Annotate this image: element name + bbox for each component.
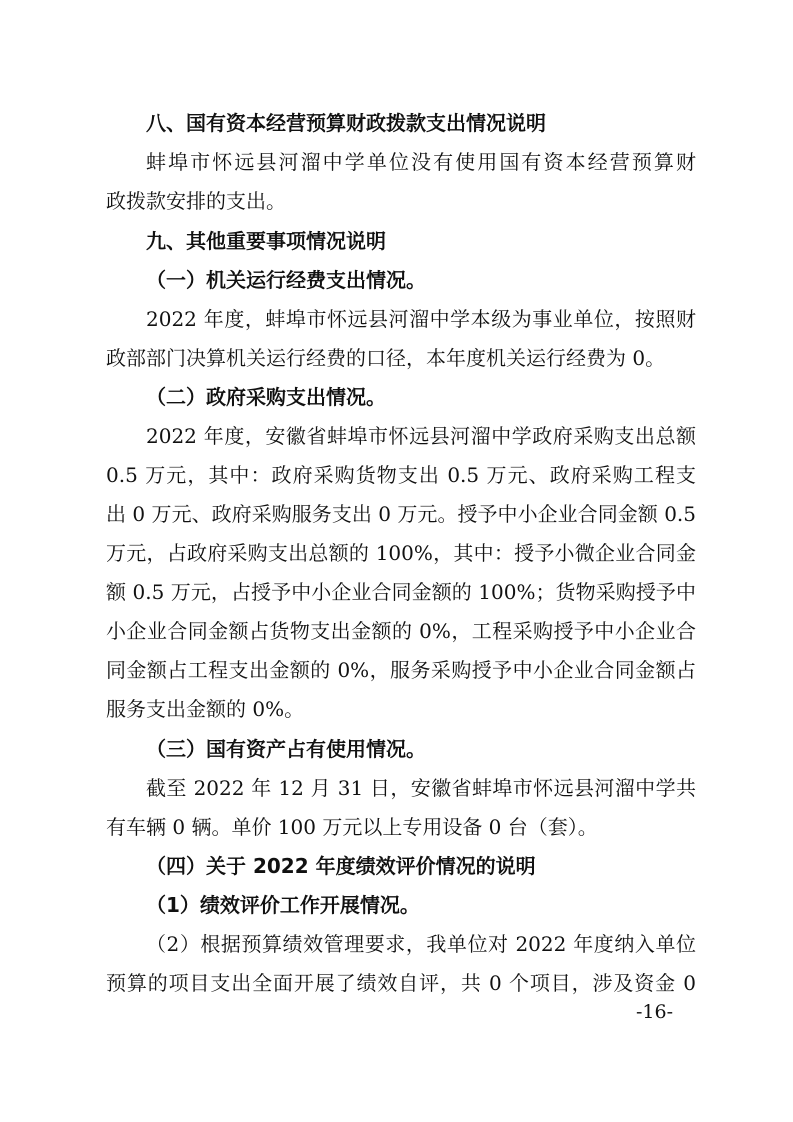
paragraph-line: 蚌埠市怀远县河溜中学单位没有使用国有资本经营预算财 [146, 150, 696, 174]
subsection-heading-4: （四）关于 2022 年度绩效评价情况的说明 [146, 854, 536, 878]
paragraph-line: 2022 年度，蚌埠市怀远县河溜中学本级为事业单位，按照财 [146, 307, 696, 331]
paragraph-line: 2022 年度，安徽省蚌埠市怀远县河溜中学政府采购支出总额 [146, 424, 696, 448]
paragraph-line: 政拨款安排的支出。 [106, 189, 286, 213]
paragraph-line: 额 0.5 万元，占授予中小企业合同金额的 100%；货物采购授予中 [106, 580, 696, 604]
section-heading-9: 九、其他重要事项情况说明 [146, 229, 386, 253]
paragraph-line: 预算的项目支出全面开展了绩效自评，共 0 个项目，涉及资金 0 [106, 971, 696, 995]
paragraph-line: （2）根据预算绩效管理要求，我单位对 2022 年度纳入单位 [146, 932, 696, 956]
page-number: -16- [636, 1001, 674, 1023]
paragraph-line: 有车辆 0 辆。单价 100 万元以上专用设备 0 台（套）。 [106, 815, 598, 839]
paragraph-line: 0.5 万元，其中：政府采购货物支出 0.5 万元、政府采购工程支 [106, 463, 696, 487]
section-heading-8: 八、国有资本经营预算财政拨款支出情况说明 [146, 111, 546, 135]
paragraph-line: 小企业合同金额占货物支出金额的 0%，工程采购授予中小企业合 [106, 619, 696, 643]
paragraph-line: 同金额占工程支出金额的 0%，服务采购授予中小企业合同金额占 [106, 658, 696, 682]
paragraph-line: 服务支出金额的 0%。 [106, 697, 305, 721]
paragraph-line: 万元，占政府采购支出总额的 100%，其中：授予小微企业合同金 [106, 541, 696, 565]
paragraph-line: 出 0 万元、政府采购服务支出 0 万元。授予中小企业合同金额 0.5 [106, 502, 696, 526]
paragraph-line: 截至 2022 年 12 月 31 日，安徽省蚌埠市怀远县河溜中学共 [146, 776, 696, 800]
subsection-heading-1: （一）机关运行经费支出情况。 [146, 268, 426, 292]
subsection-heading-3: （三）国有资产占有使用情况。 [146, 737, 426, 761]
item-heading-1: （1）绩效评价工作开展情况。 [146, 893, 420, 917]
paragraph-line: 政部部门决算机关运行经费的口径，本年度机关运行经费为 0。 [106, 346, 666, 370]
subsection-heading-2: （二）政府采购支出情况。 [146, 385, 386, 409]
